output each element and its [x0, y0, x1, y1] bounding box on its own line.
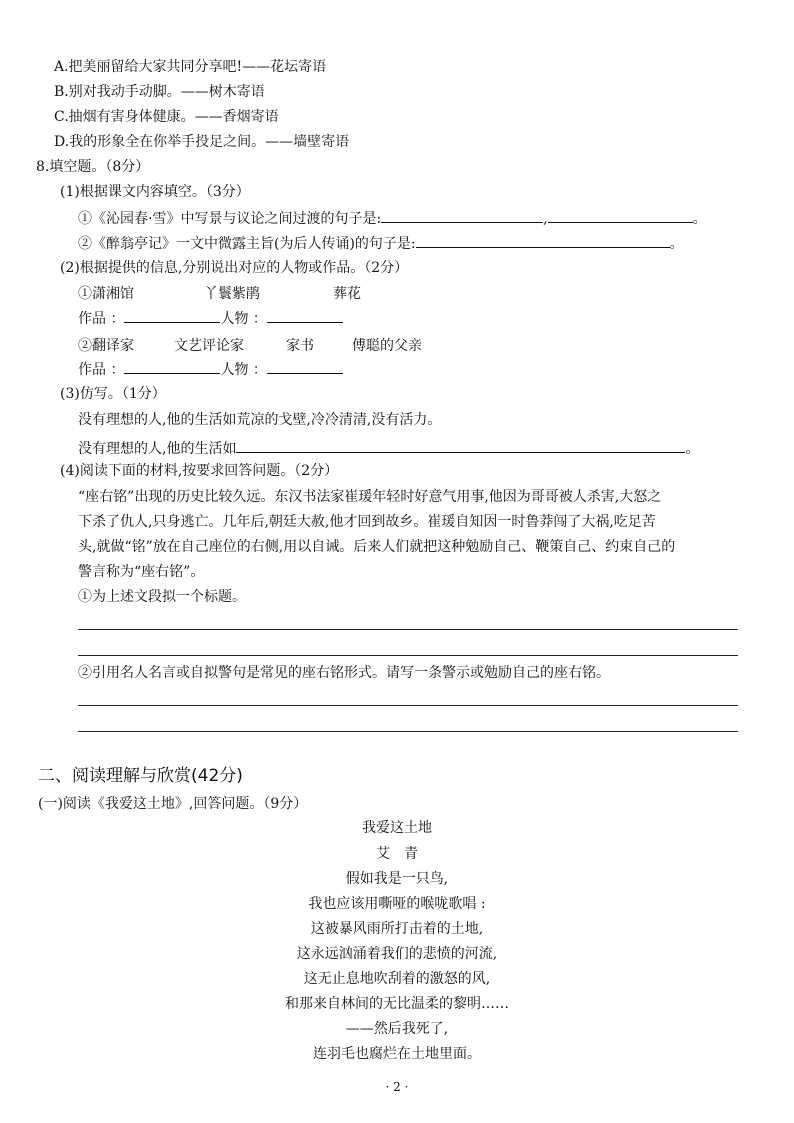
- answer-blank[interactable]: [548, 208, 693, 223]
- person-blank[interactable]: [267, 308, 343, 323]
- person-blank[interactable]: [267, 359, 343, 374]
- poem-line: 连羽毛也腐烂在土地里面。: [313, 1046, 481, 1062]
- poem-line: 这永远汹涌着我们的悲愤的河流,: [296, 946, 498, 962]
- person-label: 人物 ：: [220, 362, 267, 378]
- comma: ,: [543, 211, 548, 227]
- clue: 家书: [286, 338, 314, 354]
- work-blank[interactable]: [124, 359, 220, 374]
- clue: ①潇湘馆: [78, 286, 134, 302]
- clue: 傅聪的父亲: [352, 338, 422, 354]
- person-label: 人物 ：: [220, 311, 267, 327]
- q8-part2-answer2: [78, 359, 343, 379]
- work-blank[interactable]: [124, 308, 220, 323]
- q8-part2-group2: [78, 337, 422, 355]
- clue: 丫鬟紫鹃: [204, 286, 260, 302]
- answer-blank[interactable]: [416, 233, 670, 248]
- material-line-3: 头,就做“铭”放在自己座位的右侧,用以自诫。后来人们就把这种勉励自己、鞭策自己、约束自己的: [78, 539, 676, 555]
- period: 。: [685, 441, 700, 457]
- option-d: D.我的形象全在你举手投足之间。——墙壁寄语: [54, 134, 350, 150]
- q8-part1-line1-text: ①《沁园春·雪》中写景与议论之间过渡的句子是:: [78, 211, 382, 227]
- clue: ②翻译家: [78, 338, 134, 354]
- q8-part2-title: (2)根据提供的信息,分别说出对应的人物或作品。（2分）: [60, 260, 409, 276]
- answer-line[interactable]: [78, 731, 738, 732]
- answer-blank[interactable]: [236, 438, 685, 453]
- material-line-2: 下杀了仇人,只身逃亡。几年后,朝廷大赦,他才回到故乡。崔瑗自知因一时鲁莽闯了大祸,吃足苦: [78, 514, 656, 530]
- q8-part3-example: 没有理想的人,他的生活如荒凉的戈壁,冷冷清清,没有活力。: [78, 412, 442, 428]
- q8-part1-line1: [78, 208, 707, 228]
- poem-title: 我爱这土地: [362, 820, 432, 836]
- option-b: B.别对我动手动脚。——树木寄语: [54, 84, 265, 100]
- period: 。: [669, 236, 684, 252]
- prompt-text: 没有理想的人,他的生活如: [78, 441, 237, 457]
- poem-line: 这被暴风雨所打击着的土地,: [310, 921, 484, 937]
- work-label: 作品 ：: [78, 311, 125, 327]
- material-line-1: “座右铭”出现的历史比较久远。东汉书法家崔瑗年轻时好意气用事,他因为哥哥被人杀害,大怒之: [78, 489, 662, 505]
- q8-part3-title: (3)仿写。（1分）: [60, 386, 166, 402]
- poem-line: 和那来自林间的无比温柔的黎明……: [285, 996, 509, 1012]
- q8-part4-q2: ②引用名人名言或自拟警句是常见的座右铭形式。请写一条警示或勉励自己的座右铭。: [78, 665, 610, 681]
- section-2-subtitle: (一)阅读《我爱这土地》,回答问题。（9分）: [38, 796, 308, 812]
- poem-author: 艾 青: [376, 846, 418, 862]
- answer-line[interactable]: [78, 629, 738, 630]
- q8-part1-line2: [78, 233, 684, 253]
- poem-line: ——然后我死了,: [345, 1021, 449, 1037]
- q8-part1-title: (1)根据课文内容填空。（3分）: [60, 184, 250, 200]
- clue: 葬花: [333, 286, 361, 302]
- q8-part4-q1: ①为上述文段拟一个标题。: [78, 589, 246, 605]
- answer-line[interactable]: [78, 705, 738, 706]
- option-a: A.把美丽留给大家共同分享吧!——花坛寄语: [54, 59, 327, 75]
- page-number: · 2 ·: [385, 1080, 409, 1094]
- work-label: 作品 ：: [78, 362, 125, 378]
- q8-part1-line2-text: ②《醉翁亭记》一文中微露主旨(为后人传诵)的句子是:: [78, 236, 416, 252]
- period: 。: [692, 211, 707, 227]
- material-line-4: 警言称为“座右铭”。: [78, 564, 205, 580]
- clue: 文艺评论家: [174, 338, 244, 354]
- q8-part2-group1: [78, 285, 361, 303]
- poem-line: 这无止息地吹刮着的激怒的风,: [303, 971, 491, 987]
- answer-blank[interactable]: [381, 208, 543, 223]
- poem-line: 假如我是一只鸟,: [345, 871, 449, 887]
- q8-part3-prompt: [78, 438, 699, 458]
- option-c: C.抽烟有害身体健康。——香烟寄语: [54, 109, 279, 125]
- answer-line[interactable]: [78, 655, 738, 656]
- q8-part4-title: (4)阅读下面的材料,按要求回答问题。（2分）: [60, 463, 339, 479]
- section-2-title: 二、阅读理解与欣赏(42分): [38, 766, 243, 786]
- q8-part2-answer1: [78, 308, 343, 328]
- question-8-title: 8.填空题。（8分）: [36, 159, 150, 175]
- poem-line: 我也应该用嘶哑的喉咙歌唱 :: [308, 896, 486, 912]
